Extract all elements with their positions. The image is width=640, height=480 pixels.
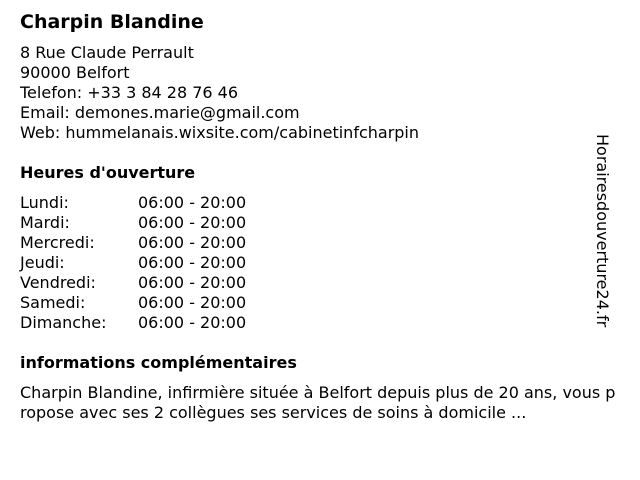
hours-day: Samedi: [20, 293, 86, 312]
hours-time: 06:00 - 20:00 [138, 193, 247, 212]
hours-row-vendredi [20, 273, 620, 293]
hours-time: 06:00 - 20:00 [138, 233, 247, 252]
hours-time: 06:00 - 20:00 [138, 293, 247, 312]
hours-row-mardi [20, 213, 620, 233]
info-text: Charpin Blandine, infirmière située à Belfort depuis plus de 20 ans, vous propose avec ses 2 collègues ses services de soins à domicile ... [20, 383, 616, 422]
hours-time: 06:00 - 20:00 [138, 313, 247, 332]
phone-line: Telefon: +33 3 84 28 76 46 [20, 83, 239, 102]
business-name: Charpin Blandine [20, 11, 204, 33]
hours-day: Jeudi: [20, 253, 65, 272]
hours-row-mercredi [20, 233, 620, 253]
hours-title: Heures d'ouverture [20, 163, 196, 182]
hours-day: Mardi: [20, 213, 70, 232]
hours-row-jeudi [20, 253, 620, 273]
info-title: informations complémentaires [20, 353, 297, 372]
hours-day: Mercredi: [20, 233, 95, 252]
hours-row-samedi [20, 293, 620, 313]
hours-time: 06:00 - 20:00 [138, 253, 247, 272]
city-address: 90000 Belfort [20, 63, 130, 82]
hours-row-dimanche [20, 313, 620, 333]
brand-watermark: Horairesdouverture24.fr [593, 134, 612, 328]
hours-time: 06:00 - 20:00 [138, 273, 247, 292]
email-line: Email: demones.marie@gmail.com [20, 103, 300, 122]
hours-table [20, 193, 620, 333]
business-card [20, 9, 620, 423]
hours-row-lundi [20, 193, 620, 213]
hours-day: Dimanche: [20, 313, 107, 332]
hours-time: 06:00 - 20:00 [138, 213, 247, 232]
web-line: Web: hummelanais.wixsite.com/cabinetinfcharpin [20, 123, 420, 142]
hours-day: Lundi: [20, 193, 69, 212]
street-address: 8 Rue Claude Perrault [20, 43, 194, 62]
hours-day: Vendredi: [20, 273, 96, 292]
